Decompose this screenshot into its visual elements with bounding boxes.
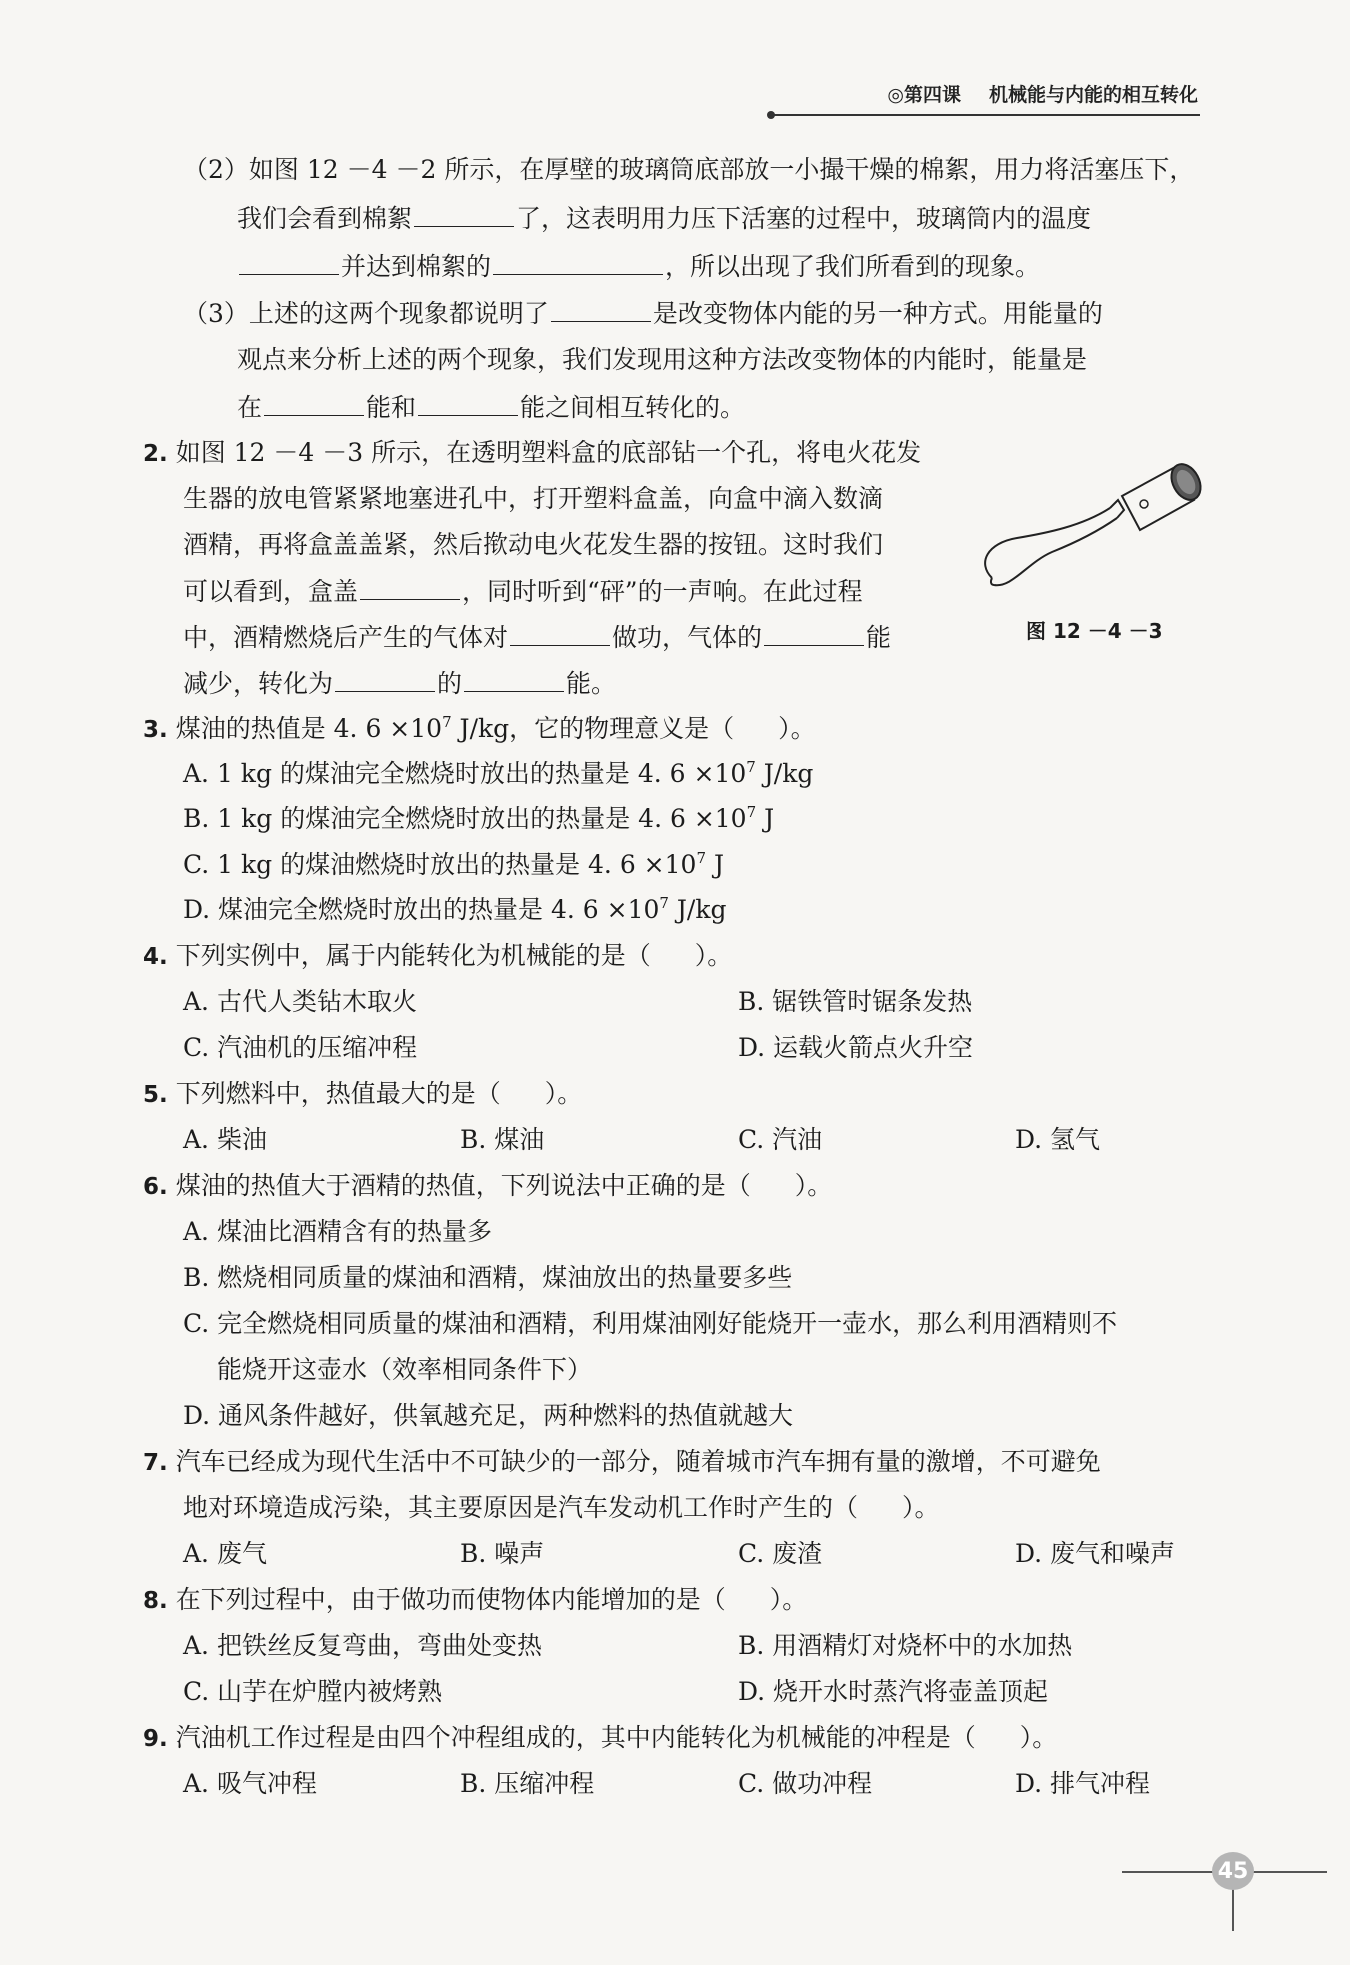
option-text: C. 1 kg 的煤油燃烧时放出的热量是 4. 6 ×10 bbox=[183, 850, 697, 879]
q8-option-b[interactable]: B. 用酒精灯对烧杯中的水加热 bbox=[738, 1631, 1073, 1660]
q9-option-b[interactable]: B. 压缩冲程 bbox=[460, 1769, 595, 1798]
option-text: J bbox=[706, 850, 724, 879]
answer-blank[interactable] bbox=[414, 202, 514, 227]
q2-line5 bbox=[183, 621, 891, 654]
q2-text: 可以看到，盒盖 bbox=[183, 577, 359, 606]
q7-option-b[interactable]: B. 噪声 bbox=[460, 1539, 545, 1568]
q2-line3: 酒精，再将盒盖盖紧，然后揿动电火花发生器的按钮。这时我们 bbox=[183, 530, 884, 559]
q1-p3-line1 bbox=[183, 297, 1103, 330]
option-text: J bbox=[756, 804, 775, 833]
q7-text: 汽车已经成为现代生活中不可缺少的一部分，随着城市汽车拥有量的激增，不可避免 bbox=[175, 1447, 1101, 1476]
page-number: 45 bbox=[1212, 1852, 1254, 1890]
spark-generator-figure bbox=[972, 448, 1212, 598]
q3-option-b[interactable] bbox=[183, 803, 774, 835]
question-number: 2. bbox=[143, 441, 168, 467]
q1-p2-text: 了，这表明用力压下活塞的过程中，玻璃筒内的温度 bbox=[516, 204, 1092, 233]
answer-blank[interactable] bbox=[418, 391, 518, 416]
q6-stem bbox=[143, 1170, 832, 1203]
q1-p3-line2: 观点来分析上述的两个现象，我们发现用这种方法改变物体的内能时，能量是 bbox=[237, 345, 1088, 374]
q4-option-b[interactable]: B. 锯铁管时锯条发热 bbox=[738, 987, 973, 1016]
q1-p2-text: 并达到棉絮的 bbox=[341, 252, 492, 281]
q2-text: 的 bbox=[437, 669, 463, 698]
q6-option-d[interactable]: D. 通风条件越好，供氧越充足，两种燃料的热值就越大 bbox=[183, 1401, 794, 1430]
q2-text: 如图 12 －4 －3 所示，在透明塑料盒的底部钻一个孔，将电火花发 bbox=[175, 438, 922, 467]
q2-text: 减少，转化为 bbox=[183, 669, 334, 698]
q8-option-c[interactable]: C. 山芋在炉膛内被烤熟 bbox=[183, 1677, 443, 1706]
q7-option-a[interactable]: A. 废气 bbox=[183, 1539, 267, 1568]
q5-option-b[interactable]: B. 煤油 bbox=[460, 1125, 545, 1154]
q8-text: 在下列过程中，由于做功而使物体内能增加的是（ bbox=[175, 1585, 726, 1614]
q2-line6 bbox=[183, 667, 616, 700]
q2-text: 做功，气体的 bbox=[612, 623, 763, 652]
option-text: D. 煤油完全燃烧时放出的热量是 4. 6 ×10 bbox=[183, 895, 660, 924]
q1-p2-text: ，所以出现了我们所看到的现象。 bbox=[665, 252, 1041, 281]
q9-stem bbox=[143, 1722, 1057, 1755]
q3-text: J/kg，它的物理意义是（ bbox=[451, 714, 735, 743]
exponent: 7 bbox=[659, 894, 669, 912]
answer-blank[interactable] bbox=[551, 297, 651, 322]
q6-option-b[interactable]: B. 燃烧相同质量的煤油和酒精，煤油放出的热量要多些 bbox=[183, 1263, 793, 1292]
q8-option-a[interactable]: A. 把铁丝反复弯曲，弯曲处变热 bbox=[183, 1631, 542, 1660]
q1-p3-text: 能之间相互转化的。 bbox=[520, 393, 746, 422]
q2-text: 能 bbox=[866, 623, 892, 652]
q3-stem bbox=[143, 713, 816, 746]
answer-blank[interactable] bbox=[764, 621, 864, 646]
q5-stem bbox=[143, 1078, 582, 1111]
q3-text: 煤油的热值是 4. 6 ×10 bbox=[175, 714, 443, 743]
exponent: 7 bbox=[746, 758, 756, 776]
q6-option-a[interactable]: A. 煤油比酒精含有的热量多 bbox=[183, 1217, 492, 1246]
option-text: B. 1 kg 的煤油完全燃烧时放出的热量是 4. 6 ×10 bbox=[183, 804, 747, 833]
option-text: A. 1 kg 的煤油完全燃烧时放出的热量是 4. 6 ×10 bbox=[183, 759, 747, 788]
q3-option-c[interactable] bbox=[183, 849, 724, 881]
q2-text: ，同时听到“砰”的一声响。在此过程 bbox=[462, 577, 863, 606]
q5-option-d[interactable]: D. 氢气 bbox=[1015, 1125, 1101, 1154]
answer-blank[interactable] bbox=[360, 575, 460, 600]
answer-blank[interactable] bbox=[335, 667, 435, 692]
q6-text: ）。 bbox=[794, 1171, 833, 1200]
question-number: 9. bbox=[143, 1726, 168, 1752]
q7-option-d[interactable]: D. 废气和噪声 bbox=[1015, 1539, 1176, 1568]
answer-blank[interactable] bbox=[264, 391, 364, 416]
q7-stem bbox=[143, 1446, 1101, 1479]
question-number: 3. bbox=[143, 717, 168, 743]
q1-p2-text: 我们会看到棉絮 bbox=[237, 204, 413, 233]
answer-blank[interactable] bbox=[464, 667, 564, 692]
q9-text: ）。 bbox=[1019, 1723, 1058, 1752]
answer-blank[interactable] bbox=[510, 621, 610, 646]
answer-blank[interactable] bbox=[239, 250, 339, 275]
q5-option-c[interactable]: C. 汽油 bbox=[738, 1125, 823, 1154]
q2-line4 bbox=[183, 575, 863, 608]
q4-text: ）。 bbox=[694, 941, 733, 970]
exponent: 7 bbox=[696, 849, 706, 867]
q5-option-a[interactable]: A. 柴油 bbox=[183, 1125, 267, 1154]
figure-caption: 图 12 －4 －3 bbox=[1026, 619, 1163, 643]
question-number: 5. bbox=[143, 1082, 168, 1108]
q5-text: ）。 bbox=[544, 1079, 583, 1108]
option-text: J/kg bbox=[755, 759, 814, 788]
exponent: 7 bbox=[746, 803, 757, 821]
q3-option-a[interactable] bbox=[183, 758, 813, 790]
q2-text: 中，酒精燃烧后产生的气体对 bbox=[183, 623, 509, 652]
q1-p3-line3 bbox=[237, 391, 745, 424]
question-number: 7. bbox=[143, 1450, 168, 1476]
q2-line1 bbox=[143, 437, 921, 470]
question-number: 8. bbox=[143, 1588, 168, 1614]
q7-option-c[interactable]: C. 废渣 bbox=[738, 1539, 823, 1568]
q7-stem-line2 bbox=[183, 1492, 940, 1524]
q9-option-c[interactable]: C. 做功冲程 bbox=[738, 1769, 873, 1798]
q3-option-d[interactable] bbox=[183, 894, 727, 926]
q6-text: 煤油的热值大于酒精的热值，下列说法中正确的是（ bbox=[175, 1171, 751, 1200]
answer-blank[interactable] bbox=[493, 250, 663, 275]
q2-text: 能。 bbox=[566, 669, 617, 698]
q1-p3-text: 是改变物体内能的另一种方式。用能量的 bbox=[652, 299, 1103, 328]
q7-text: ）。 bbox=[902, 1493, 940, 1522]
q6-option-c[interactable]: C. 完全燃烧相同质量的煤油和酒精，利用煤油刚好能烧开一壶水，那么利用酒精则不 bbox=[183, 1309, 1118, 1338]
q7-text: 地对环境造成污染，其主要原因是汽车发动机工作时产生的（ bbox=[183, 1493, 859, 1522]
header-dot bbox=[767, 111, 775, 119]
q8-option-d[interactable]: D. 烧开水时蒸汽将壶盖顶起 bbox=[738, 1677, 1049, 1706]
q1-p2-line1: （2）如图 12 －4 －2 所示，在厚壁的玻璃筒底部放一小撮干燥的棉絮，用力将活塞压下， bbox=[183, 155, 1195, 184]
q8-stem bbox=[143, 1584, 807, 1617]
q3-text: ）。 bbox=[778, 714, 816, 743]
q9-option-a[interactable]: A. 吸气冲程 bbox=[183, 1769, 317, 1798]
q1-p2-line3 bbox=[237, 250, 1040, 283]
q4-stem bbox=[143, 940, 732, 973]
q6-option-c-cont[interactable]: 能烧开这壶水（效率相同条件下） bbox=[217, 1355, 593, 1384]
q4-option-a[interactable]: A. 古代人类钻木取火 bbox=[183, 987, 417, 1016]
lesson-label: ◎第四课 bbox=[887, 84, 961, 106]
q4-option-d[interactable]: D. 运载火箭点火升空 bbox=[738, 1033, 974, 1062]
q9-text: 汽油机工作过程是由四个冲程组成的，其中内能转化为机械能的冲程是（ bbox=[175, 1723, 976, 1752]
exponent: 7 bbox=[442, 713, 452, 731]
question-number: 6. bbox=[143, 1174, 168, 1200]
question-number: 4. bbox=[143, 944, 168, 970]
header-rule bbox=[770, 114, 1200, 116]
q8-text: ）。 bbox=[769, 1585, 808, 1614]
q5-text: 下列燃料中，热值最大的是（ bbox=[175, 1079, 501, 1108]
q1-p2-line2 bbox=[237, 202, 1091, 235]
q9-option-d[interactable]: D. 排气冲程 bbox=[1015, 1769, 1151, 1798]
page-header bbox=[887, 80, 1198, 107]
lesson-title: 机械能与内能的相互转化 bbox=[988, 84, 1198, 106]
q1-p3-text: 在 bbox=[237, 393, 263, 422]
q4-text: 下列实例中，属于内能转化为机械能的是（ bbox=[175, 941, 651, 970]
q2-line2: 生器的放电管紧紧地塞进孔中，打开塑料盒盖，向盒中滴入数滴 bbox=[183, 484, 884, 513]
q1-p3-text: 能和 bbox=[366, 393, 417, 422]
option-text: J/kg bbox=[668, 895, 727, 924]
q1-p3-text: （3）上述的这两个现象都说明了 bbox=[183, 299, 549, 328]
q4-option-c[interactable]: C. 汽油机的压缩冲程 bbox=[183, 1033, 418, 1062]
